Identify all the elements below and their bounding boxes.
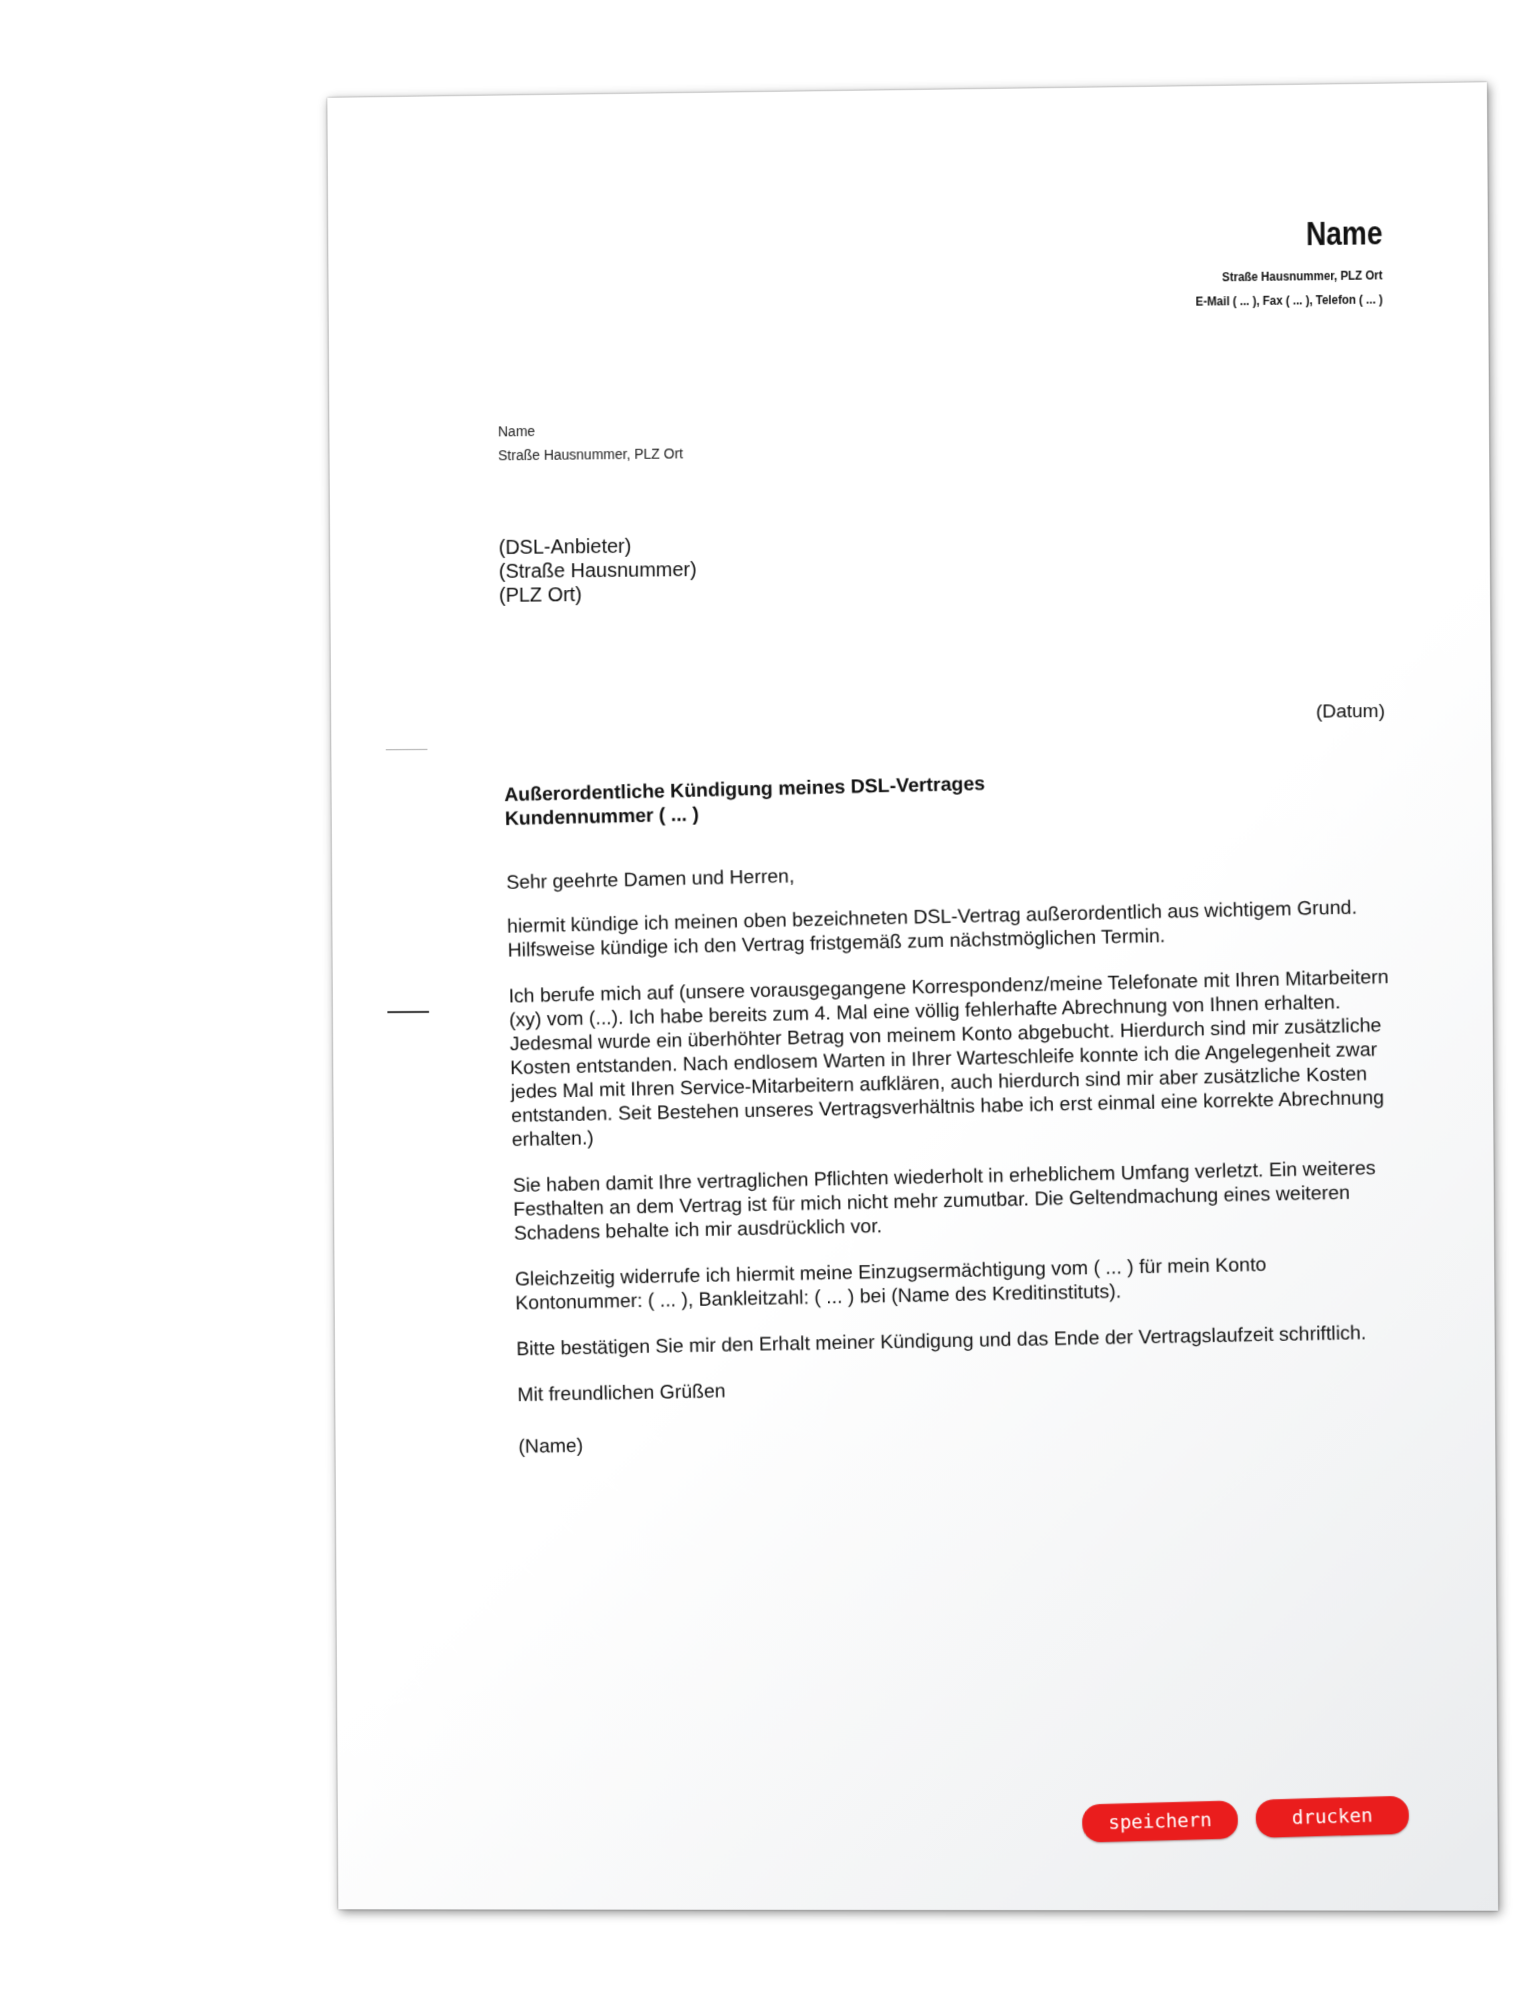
recipient-line-3: (PLZ Ort) bbox=[498, 584, 582, 607]
letter-page bbox=[327, 82, 1498, 1911]
salutation: Sehr geehrte Damen und Herren, bbox=[506, 865, 795, 894]
subject-line-1: Außerordentliche Kündigung meines DSL-Vertrages bbox=[504, 772, 986, 807]
paragraph-1: hiermit kündige ich meinen oben bezeichneten DSL-Vertrag außerordentlich aus wichtigem Grund. Hilfsweise kündige ich den Vertrag fristgemäß zum nächstmöglichen Termin. bbox=[506, 896, 1358, 962]
save-button[interactable]: speichern bbox=[1082, 1800, 1239, 1842]
return-address-name: Name bbox=[497, 423, 536, 440]
recipient-address bbox=[499, 534, 697, 608]
print-button[interactable]: drucken bbox=[1255, 1796, 1409, 1838]
recipient-line-2: (Straße Hausnummer) bbox=[498, 559, 697, 583]
action-buttons bbox=[1082, 1796, 1410, 1843]
recipient-line-1: (DSL-Anbieter) bbox=[498, 535, 632, 559]
subject-line-2: Kundennummer ( ... ) bbox=[504, 803, 700, 831]
sender-contact: E-Mail ( ... ), Fax ( ... ), Telefon ( ... ) bbox=[1195, 291, 1383, 309]
closing: Mit freundlichen Grüßen bbox=[517, 1380, 726, 1407]
paragraph-3: Sie haben damit Ihre vertraglichen Pflichten wiederholt in erheblichem Umfang verletzt. Ein weiteres Festhalten an dem Vertrag ist für mich nicht mehr zumutbar. Die Geltendmachung eines weiteren Schadens behalte ich mir ausdrücklich vor. bbox=[512, 1157, 1376, 1245]
paragraph-2: Ich berufe mich auf (unsere vorausgegangene Korrespondenz/meine Telefonate mit Ihren Mitarbeitern (xy) vom (...). Ich habe bereits zum 4. Mal eine völlig fehlerhafte Abrechnung von Ihnen erhalten. Jedesmal wurde ein überhöhter Betrag von meinem Konto abgebucht. Hierdurch sind mir zusätzliche Kosten entstanden. Nach endlosem Warten in Ihrer Warteschleife konnte ich die Angelegenheit zwar jedes Mal mit Ihren Service-Mitarbeitern aufklären, auch hierdurch sind mir aber zusätzliche Kosten entstanden. Seit Bestehen unseres Vertragsverhältnis habe ich erst einmal eine korrekte Abrechnung erhalten.) bbox=[508, 966, 1389, 1151]
signature: (Name) bbox=[518, 1434, 584, 1458]
letter-subject bbox=[504, 762, 1385, 831]
sender-name: Name bbox=[1305, 214, 1383, 254]
sender-address: Straße Hausnummer, PLZ Ort bbox=[1221, 267, 1383, 285]
letter-body bbox=[504, 762, 1399, 1480]
return-address-street: Straße Hausnummer, PLZ Ort bbox=[498, 445, 684, 464]
fold-mark bbox=[386, 749, 428, 750]
sender-block bbox=[1169, 214, 1382, 314]
paragraph-4: Gleichzeitig widerrufe ich hiermit meine Einzugsermächtigung vom ( ... ) für mein Konto Kontonummer: ( ... ), Bankleitzahl: ( ... ) bei (Name des Kreditinstituts). bbox=[514, 1253, 1267, 1315]
punch-mark bbox=[387, 1011, 429, 1013]
paragraph-5: Bitte bestätigen Sie mir den Erhalt meiner Kündigung und das Ende der Vertragslaufzeit schriftlich. bbox=[516, 1321, 1367, 1361]
letter-date: (Datum) bbox=[1315, 700, 1386, 723]
return-address bbox=[498, 417, 683, 467]
